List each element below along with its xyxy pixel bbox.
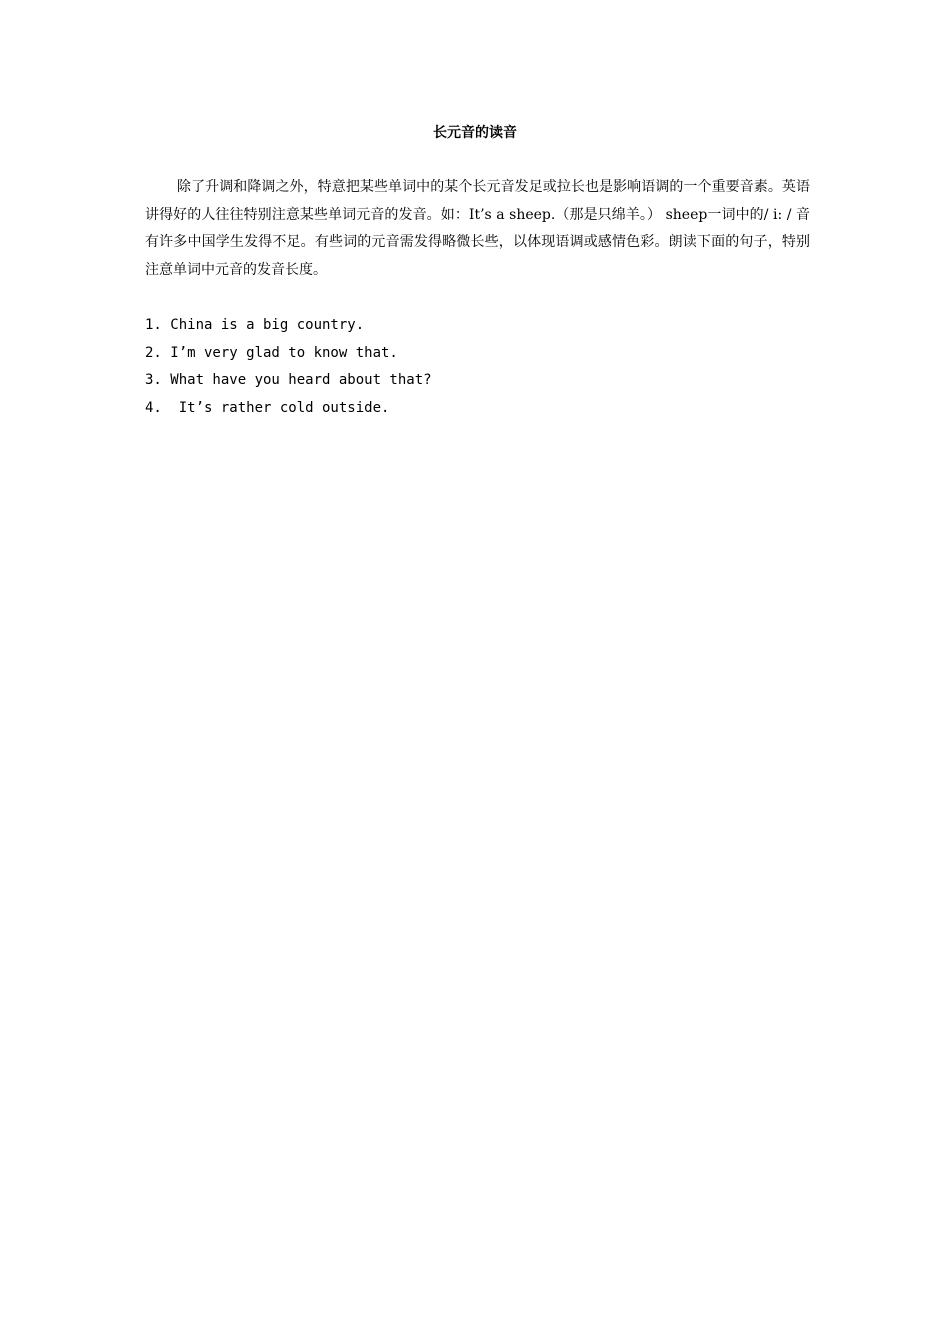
practice-sentence-2: 2. I’m very glad to know that. xyxy=(145,344,398,361)
practice-sentence-list xyxy=(145,312,810,422)
intro-paragraph: 除了升调和降调之外，特意把某些单词中的某个长元音发足或拉长也是影响语调的一个重要音素。英语讲得好的人往往特别注意某些单词元音的发音。如：It’s a sheep.（那是只绵羊。） sheep一词中的/ i: / 音有许多中国学生发得不足。有些词的元音需发得略微长些，以体现语调或感情色彩。朗读下面的句子，特别注意单词中元音的发音长度。 xyxy=(145,179,810,278)
practice-sentence-1: 1. China is a big country. xyxy=(145,317,365,333)
practice-sentence-4: 4. It’s rather cold outside. xyxy=(145,399,390,416)
practice-sentence-3: 3. What have you heard about that? xyxy=(145,372,432,389)
document-title: 长元音的读音 xyxy=(433,125,517,141)
